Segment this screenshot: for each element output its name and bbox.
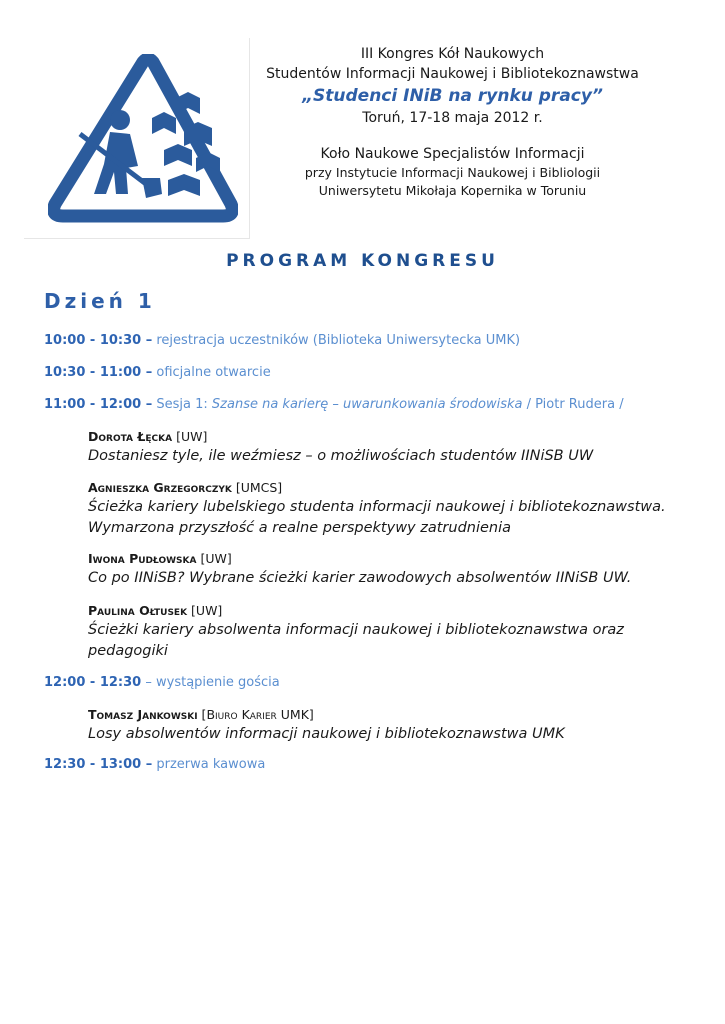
speaker-name: Iwona Pudłowska <box>88 551 197 566</box>
place-date: Toruń, 17-18 maja 2012 r. <box>362 110 543 126</box>
talk-title: Ścieżka kariery lubelskiego studenta informacji naukowej i bibliotekoznawstwa. <box>88 499 666 515</box>
speaker-affiliation-org: Biuro Karier <box>206 707 277 722</box>
speaker-affiliation: [UMCS] <box>235 480 283 495</box>
session-chair: / Piotr Rudera / <box>522 397 624 412</box>
talk-item <box>88 706 688 745</box>
worker-digging-books-icon <box>48 54 238 234</box>
slot-text: oficjalne otwarcie <box>156 365 271 380</box>
talk-title: Ścieżki kariery absolwenta informacji naukowej i bibliotekoznawstwa oraz <box>88 622 624 638</box>
talk-item <box>88 428 688 467</box>
slot-time: 12:00 - 12:30 <box>44 675 142 690</box>
slot-time: 10:00 - 10:30 – <box>44 333 153 348</box>
speaker-name: Dorota Łęcka <box>88 429 173 444</box>
logo-frame <box>24 38 250 239</box>
slot-text: rejestracja uczestników (Biblioteka Uniwersytecka UMK) <box>156 333 521 348</box>
slot-time: 12:30 - 13:00 – <box>44 757 153 772</box>
slot-time: 10:30 - 11:00 – <box>44 365 153 380</box>
speaker-affiliation-open: [ <box>201 707 207 722</box>
talk-item <box>88 550 688 589</box>
talk-title: Co po IINiSB? Wybrane ścieżki karier zawodowych absolwentów IINiSB UW. <box>88 570 632 586</box>
talk-title-line-2: Wymarzona przyszłość a realne perspektywy zatrudnienia <box>88 520 512 536</box>
schedule-slot <box>44 365 271 380</box>
header-line-2: Studentów Informacji Naukowej i Bibliotekoznawstwa <box>266 66 639 82</box>
congress-title: „Studenci INiB na rynku pracy” <box>302 86 603 106</box>
header-line-1: III Kongres Kół Naukowych <box>360 46 545 62</box>
talk-title-line-2: pedagogiki <box>88 643 168 659</box>
schedule-slot <box>44 333 520 348</box>
organizer-line-3: Uniwersytetu Mikołaja Kopernika w Toruniu <box>318 183 587 198</box>
talk-title: Losy absolwentów informacji naukowej i bibliotekoznawstwa UMK <box>88 726 565 742</box>
speaker-affiliation-close: UMK] <box>276 707 314 722</box>
session-title: Szanse na karierę – uwarunkowania środowiska <box>211 397 523 412</box>
speaker-affiliation: [UW] <box>176 429 208 444</box>
speaker-name: Paulina Ołtusek <box>88 603 188 618</box>
speaker-affiliation: [UW] <box>191 603 223 618</box>
program-title: PROGRAM KONGRESU <box>226 251 499 271</box>
organizer-line-2: przy Instytucie Informacji Naukowej i Bibliologii <box>304 165 601 180</box>
slot-text: – wystąpienie gościa <box>145 675 280 690</box>
schedule-slot <box>44 675 280 690</box>
session-label: Sesja 1: <box>156 397 212 412</box>
talk-title: Dostaniesz tyle, ile weźmiesz – o możliwościach studentów IINiSB UW <box>88 448 594 464</box>
congress-header <box>255 44 650 200</box>
talk-item <box>88 479 688 539</box>
speaker-name: Agnieszka Grzegorczyk <box>88 480 232 495</box>
slot-time: 11:00 - 12:00 – <box>44 397 153 412</box>
speaker-name: Tomasz Jankowski <box>88 707 198 722</box>
slot-text: przerwa kawowa <box>156 757 266 772</box>
day-title: Dzień 1 <box>44 289 156 313</box>
talk-item <box>88 602 688 662</box>
organizer-line-1: Koło Naukowe Specjalistów Informacji <box>320 146 585 162</box>
schedule-slot <box>44 757 265 772</box>
schedule-slot-session <box>44 397 624 412</box>
speaker-affiliation: [UW] <box>200 551 232 566</box>
